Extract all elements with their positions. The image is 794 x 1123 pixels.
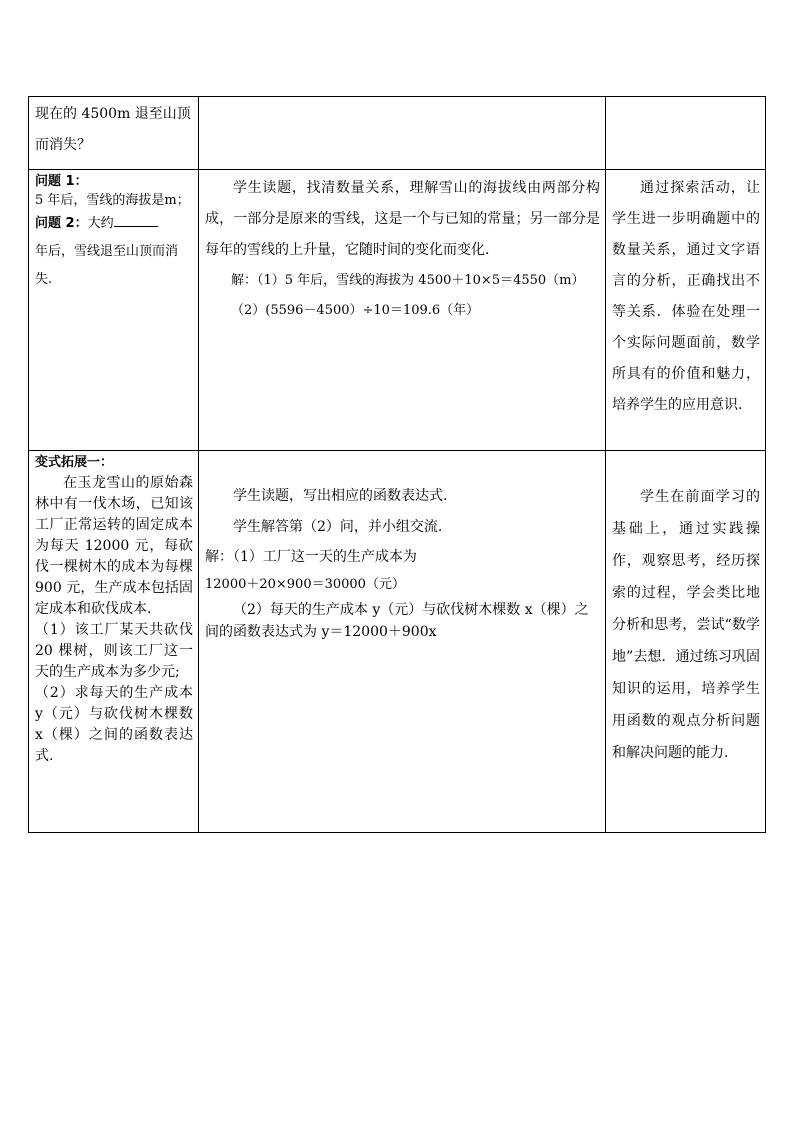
design-intent-text: 通过探索活动，让学生进一步明确题中的数量关系，通过文字语言的分析，正确找出不等关系．体验在处理一个实际问题面前，数学所具有的价值和魅力，培养学生的应用意识. [612, 180, 760, 413]
lesson-plan-table [28, 96, 766, 833]
table-cell [606, 170, 766, 451]
table-row [29, 97, 766, 170]
table-cell [199, 451, 606, 833]
table-row [29, 451, 766, 833]
table-row [29, 170, 766, 451]
table-cell [606, 451, 766, 833]
student-activity-1: 学生读题，写出相应的函数表达式. [233, 488, 448, 504]
student-activity-2: 学生解答第（2）问，并小组交流. [233, 519, 443, 535]
extension-title: 变式拓展一： [35, 455, 114, 470]
table-cell [29, 170, 199, 451]
student-activity-text: 学生读题，找清数量关系，理解雪山的海拔线由两部分构成，一部分是原来的雪线，这是一个与已知的常量；另一部分是每年的雪线的上升量，它随时间的变化而变化. [205, 180, 600, 258]
solution-intro: 解：（1）工厂这一天的生产成本为 [205, 549, 417, 565]
design-intent-text: 学生在前面学习的基础上，通过实践操作，观察思考，经历探索的过程，学会类比地分析和思考，尝试“数学地”去想．通过练习巩固知识的运用，培养学生用函数的观点分析问题和解决问题的能力. [612, 489, 760, 761]
function-expression-text: （2）每天的生产成本 y（元）与砍伐树木棵数 x（棵）之间的函数表达式为 y＝12000＋900x [205, 602, 589, 640]
solution-part-1: 解：（1）5 年后，雪线的海拔为 4500＋10×5＝4550（m） [231, 273, 585, 288]
extension-problem-text: 在玉龙雪山的原始森林中有一伐木场，已知该工厂正常运转的固定成本为每天 12000 元，每砍伐一棵树木的成本为每棵 900 元，生产成本包括固定成本和砍伐成本. [35, 475, 193, 617]
empty-cell [199, 97, 605, 105]
answer-blank [114, 212, 158, 227]
solution-part-2: （2）(5596－4500）÷10＝109.6（年） [231, 303, 480, 318]
table-cell [606, 97, 766, 170]
table-cell [29, 451, 199, 833]
question-1-title: 问题 1： [35, 174, 88, 189]
question-1-text: 5 年后，雪线的海拔是m； [35, 193, 190, 208]
solution-calculation: 12000＋20×900＝30000（元） [205, 577, 405, 592]
question-2-prefix: 大约 [87, 216, 114, 231]
table-cell [199, 97, 606, 170]
table-cell [199, 170, 606, 451]
question-2-text: 年后，雪线退至山顶而消失. [35, 244, 179, 287]
extension-question-2: （2）求每天的生产成本 y（元）与砍伐树木棵数 x（棵）之间的函数表达式. [35, 685, 193, 764]
extension-question-1: （1）该工厂某天共砍伐 20 棵树，则该工厂这一天的生产成本为多少元; [35, 622, 193, 680]
question-2-title: 问题 2： [35, 216, 88, 231]
empty-cell [606, 97, 765, 105]
table-cell [29, 97, 199, 170]
question-text: 现在的 4500m 退至山顶而消失？ [35, 106, 191, 153]
